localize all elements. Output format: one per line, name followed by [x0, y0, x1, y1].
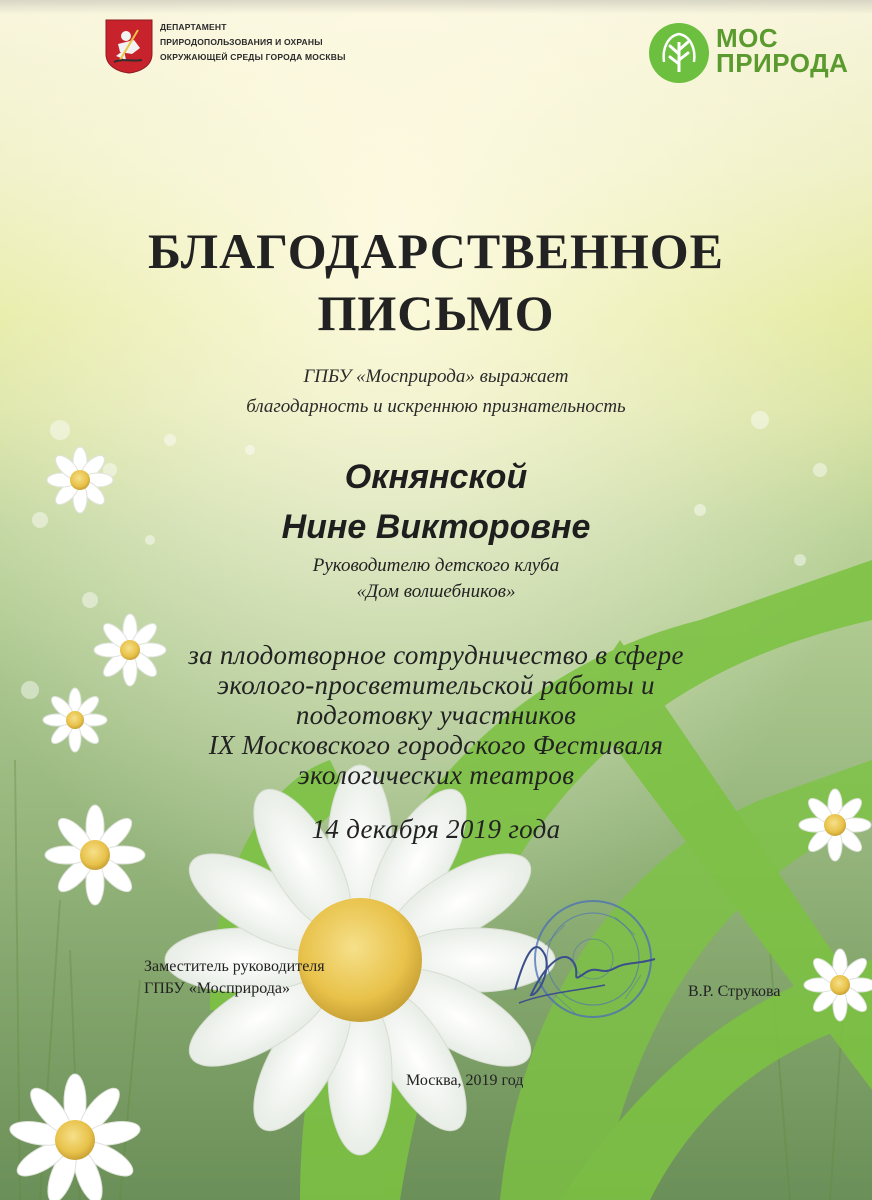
- recipient-role: Руководителю детского клуба: [312, 555, 560, 576]
- signatory-position: [144, 956, 325, 1000]
- signatory-name: В.Р. Струкова: [688, 983, 781, 1000]
- intro-line: благодарность и искреннюю признательность: [246, 396, 626, 417]
- tree-circle-icon: [648, 22, 710, 84]
- letter-title: ПИСЬМО: [317, 285, 555, 341]
- department-line: ДЕПАРТАМЕНТ: [160, 22, 227, 32]
- recipient-given-names: Нине Викторовне: [281, 508, 591, 546]
- department-line: ПРИРОДОПОЛЬЗОВАНИЯ И ОХРАНЫ: [160, 37, 323, 47]
- brand-line: ПРИРОДА: [716, 48, 849, 78]
- brand-name: [716, 23, 849, 78]
- intro-line: ГПБУ «Мосприрода» выражает: [303, 366, 569, 387]
- recipient-organization: «Дом волшебников»: [356, 581, 516, 602]
- department-line: ОКРУЖАЮЩЕЙ СРЕДЫ ГОРОДА МОСКВЫ: [160, 52, 346, 62]
- reason-line: экологических театров: [297, 760, 575, 790]
- department-name: [160, 20, 346, 65]
- reason-line: эколого-просветительской работы и: [217, 670, 655, 700]
- official-stamp-with-signature: [505, 895, 665, 1025]
- reason-line: подготовку участников: [295, 700, 577, 730]
- moscow-coat-of-arms-icon: [104, 18, 154, 74]
- reason-line: за плодотворное сотрудничество в сфере: [188, 640, 684, 670]
- letter-date: 14 декабря 2019 года: [311, 814, 561, 844]
- position-line: Заместитель руководителя: [144, 958, 325, 975]
- brand-line: МОС: [716, 23, 779, 53]
- place-and-year: Москва, 2019 год: [406, 1072, 524, 1089]
- position-line: ГПБУ «Мосприрода»: [144, 980, 290, 997]
- letter-title: БЛАГОДАРСТВЕННОЕ: [148, 223, 724, 279]
- reason-line: IX Московского городского Фестиваля: [208, 730, 664, 760]
- recipient-surname: Окнянской: [344, 458, 528, 496]
